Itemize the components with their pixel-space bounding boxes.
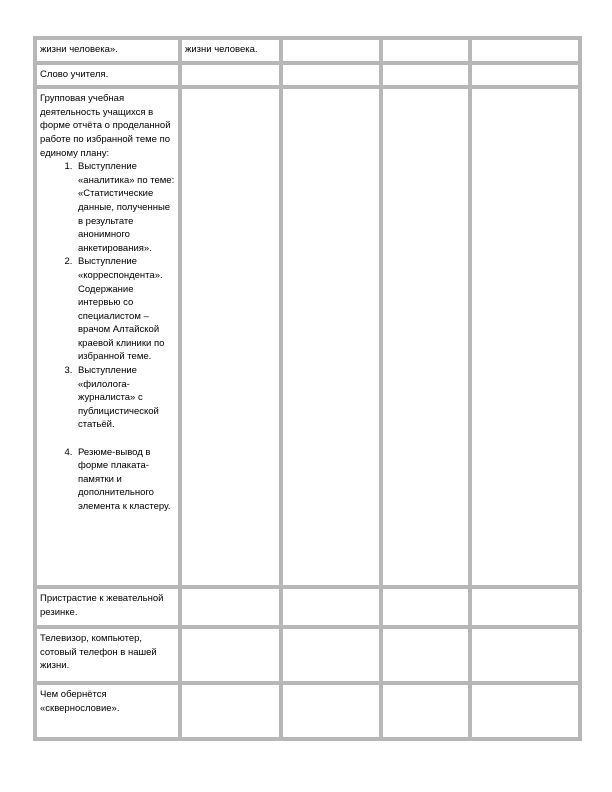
table-cell — [470, 63, 580, 88]
table-cell — [381, 87, 470, 587]
list-item: 4. Резюме-вывод в форме плаката-памятки и дополнительного элемента к кластеру. — [75, 446, 175, 514]
stage-text: Слово учителя. — [40, 68, 109, 80]
table-cell — [180, 587, 281, 627]
table-cell — [35, 63, 180, 88]
table-cell — [35, 38, 180, 63]
table-cell — [470, 38, 580, 63]
table-cell — [470, 627, 580, 683]
table-row — [35, 683, 580, 739]
table-cell — [381, 63, 470, 88]
table-cell — [381, 587, 470, 627]
table-row — [35, 627, 580, 683]
table-cell — [281, 627, 381, 683]
table-cell — [281, 87, 381, 587]
table-cell — [180, 63, 281, 88]
list-item: 1. Выступление «аналитика» по теме: «Статистические данные, полученные в результате анонимного анкетирования». — [75, 160, 175, 255]
table-row — [35, 38, 580, 63]
stage-text: Пристрастие к жевательной резинке. — [40, 593, 164, 618]
list-item: 2. Выступление «корреспондента». Содержание интервью со специалистом – врачом Алтайской краевой клиники по избранной теме. — [75, 255, 175, 364]
table-cell — [470, 683, 580, 739]
table-cell — [381, 683, 470, 739]
cell-text: жизни человека. — [185, 44, 258, 55]
list-item: 3. Выступление «филолога-журналиста» с публицистической статьёй. — [75, 364, 175, 432]
table-cell — [281, 683, 381, 739]
lesson-plan-table — [33, 36, 582, 741]
table-cell — [180, 627, 281, 683]
stage-text: Чем обернётся «сквернословие». — [40, 689, 120, 714]
table-row — [35, 587, 580, 627]
table-cell — [35, 627, 180, 683]
table-cell — [281, 587, 381, 627]
stage-text: Групповая учебная деятельность учащихся в форме отчёта о проделанной работе по избранной теме по единому плану: — [40, 93, 171, 159]
table-cell — [381, 627, 470, 683]
table-cell — [281, 38, 381, 63]
table-cell — [281, 63, 381, 88]
table-cell — [35, 683, 180, 739]
table-cell — [180, 38, 281, 63]
stage-text: жизни человека». — [40, 44, 118, 55]
table-row — [35, 63, 580, 88]
table-cell — [470, 87, 580, 587]
table-cell — [35, 587, 180, 627]
table-cell — [180, 87, 281, 587]
table-cell — [35, 87, 180, 587]
table-row — [35, 87, 580, 587]
plan-list — [40, 160, 175, 513]
stage-text: Телевизор, компьютер, сотовый телефон в нашей жизни. — [40, 633, 157, 672]
table-cell — [180, 683, 281, 739]
table-cell — [381, 38, 470, 63]
table-cell — [470, 587, 580, 627]
